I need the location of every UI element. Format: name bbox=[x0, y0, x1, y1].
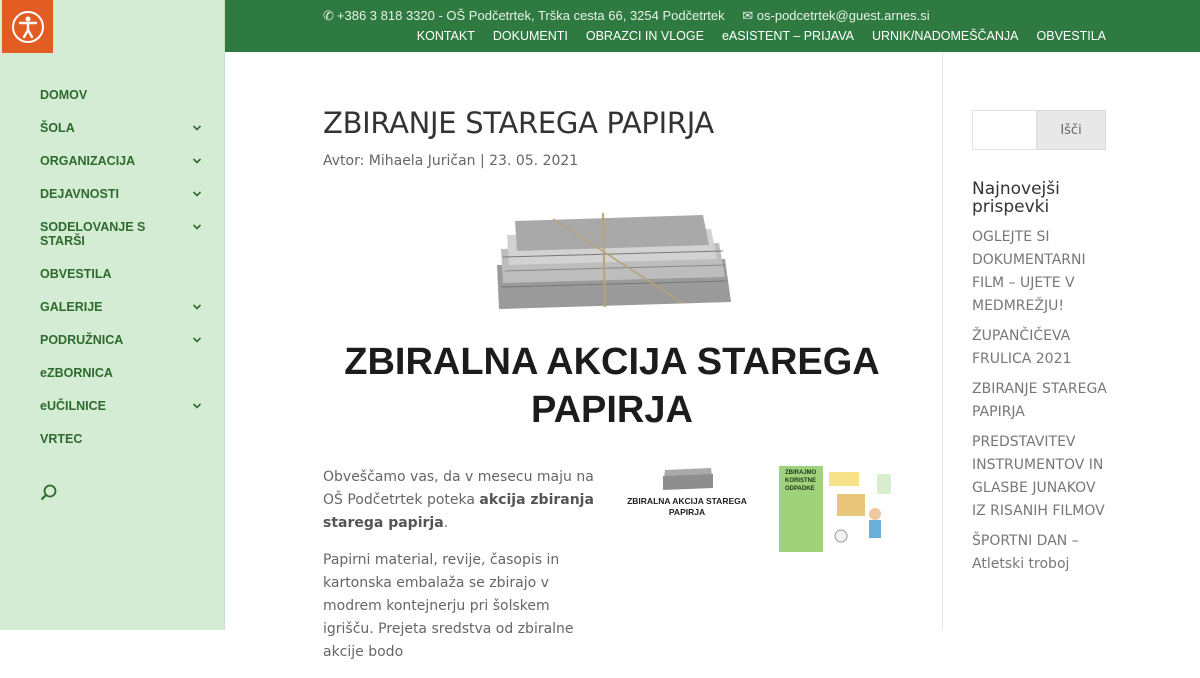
chevron-down-icon[interactable] bbox=[192, 156, 202, 166]
sidebar-item-label: DOMOV bbox=[40, 88, 88, 102]
sidebar-item-label: OBVESTILA bbox=[40, 267, 112, 281]
sidebar-item-7[interactable] bbox=[40, 333, 210, 347]
sidebar-item-label: GALERIJE bbox=[40, 300, 103, 314]
sidebar-item-label: ŠOLA bbox=[40, 121, 75, 135]
sidebar-item-9[interactable] bbox=[40, 399, 210, 413]
recent-post-link[interactable]: PREDSTAVITEV INSTRUMENTOV IN GLASBE JUNAKOV IZ RISANIH FILMOV bbox=[972, 434, 1105, 519]
sidebar-item-2[interactable] bbox=[40, 154, 210, 168]
chevron-down-icon[interactable] bbox=[192, 335, 202, 345]
article-body bbox=[323, 466, 601, 678]
svg-text:KORISTNE: KORISTNE bbox=[785, 478, 817, 484]
sidebar-item-3[interactable] bbox=[40, 187, 210, 201]
sidebar-item-0[interactable] bbox=[40, 88, 210, 102]
paragraph-2: Papirni material, revije, časopis in kartonska embalaža se zbirajo v modrem kontejnerju pri šolskem igrišču. Prejeta sredstva od zbiralne akcije bodo bbox=[323, 552, 574, 660]
paragraph-1: Obveščamo vas, da v mesecu maju na OŠ Podčetrtek poteka akcija zbiranja starega papirja. bbox=[323, 469, 594, 531]
content-divider bbox=[942, 52, 943, 630]
recent-post-link[interactable]: OGLEJTE SI DOKUMENTARNI FILM – UJETE V MEDMREŽJU! bbox=[972, 229, 1086, 314]
svg-text:ZBIRAJMO: ZBIRAJMO bbox=[785, 470, 817, 476]
sidebar-item-1[interactable] bbox=[40, 121, 210, 135]
thumbnail-caption: ZBIRALNA AKCIJA STAREGA PAPIRJA bbox=[627, 496, 747, 517]
phone-icon: ✆ bbox=[323, 8, 334, 23]
page-title: ZBIRANJE STAREGA PAPIRJA bbox=[323, 106, 714, 140]
top-bar bbox=[225, 0, 1200, 52]
sidebar-item-label: SODELOVANJE S STARŠI bbox=[40, 220, 146, 248]
sidebar-item-label: ORGANIZACIJA bbox=[40, 154, 136, 168]
recycling-poster-image[interactable] bbox=[779, 466, 893, 552]
top-nav-link-0[interactable]: KONTAKT bbox=[416, 29, 475, 43]
phone-text: +386 3 818 3320 - OŠ Podčetrtek, Trška cesta 66, 3254 Podčetrtek bbox=[336, 8, 725, 23]
accessibility-button[interactable] bbox=[2, 0, 53, 53]
email-icon: ✉ bbox=[742, 8, 754, 23]
recent-posts-list bbox=[972, 226, 1112, 583]
post-meta: Avtor: Mihaela Juričan | 23. 05. 2021 bbox=[323, 153, 579, 169]
bold-text: akcija zbiranja starega papirja bbox=[323, 492, 594, 531]
hero-line-2: PAPIRJA bbox=[531, 389, 693, 431]
recent-posts-title: Najnovejši prispevki bbox=[972, 179, 1060, 217]
sidebar-item-label: PODRUŽNICA bbox=[40, 333, 124, 347]
sidebar-item-label: VRTEC bbox=[40, 432, 83, 446]
chevron-down-icon[interactable] bbox=[192, 189, 202, 199]
contact-info bbox=[323, 8, 930, 24]
accessibility-icon bbox=[11, 10, 45, 44]
chevron-down-icon[interactable] bbox=[192, 222, 202, 232]
sidebar-item-label: eZBORNICA bbox=[40, 366, 113, 380]
svg-text:ODPADKE: ODPADKE bbox=[785, 486, 815, 492]
sidebar-item-6[interactable] bbox=[40, 300, 210, 314]
top-nav bbox=[399, 29, 1106, 43]
top-nav-link-5[interactable]: OBVESTILA bbox=[1036, 29, 1106, 43]
hero-heading bbox=[323, 338, 901, 434]
top-nav-link-4[interactable]: URNIK/NADOMEŠČANJA bbox=[871, 29, 1019, 43]
sidebar-item-label: eUČILNICE bbox=[40, 399, 106, 413]
email-link[interactable]: os-podcetrtek@guest.arnes.si bbox=[756, 8, 930, 23]
search-icon[interactable] bbox=[40, 484, 58, 502]
hero-line-1: ZBIRALNA AKCIJA STAREGA bbox=[344, 341, 880, 383]
chevron-down-icon[interactable] bbox=[192, 401, 202, 411]
chevron-down-icon[interactable] bbox=[192, 123, 202, 133]
top-nav-link-1[interactable]: DOKUMENTI bbox=[492, 29, 568, 43]
sidebar-item-4[interactable] bbox=[40, 220, 210, 248]
recent-post-link[interactable]: ŽUPANČIČEVA FRULICA 2021 bbox=[972, 328, 1072, 367]
top-nav-link-2[interactable]: OBRAZCI IN VLOGE bbox=[585, 29, 704, 43]
sidebar-item-5[interactable] bbox=[40, 267, 210, 281]
top-nav-link-3[interactable]: eASISTENT – PRIJAVA bbox=[721, 29, 854, 43]
sidebar-item-label: DEJAVNOSTI bbox=[40, 187, 119, 201]
left-sidebar bbox=[0, 0, 225, 630]
search-button[interactable]: Išči bbox=[1036, 110, 1106, 150]
recent-post-link[interactable]: ŠPORTNI DAN – Atletski troboj bbox=[972, 533, 1079, 572]
chevron-down-icon[interactable] bbox=[192, 302, 202, 312]
sidebar-item-10[interactable] bbox=[40, 432, 210, 446]
sidebar-item-8[interactable] bbox=[40, 366, 210, 380]
recent-post-link[interactable]: ZBIRANJE STAREGA PAPIRJA bbox=[972, 381, 1107, 420]
